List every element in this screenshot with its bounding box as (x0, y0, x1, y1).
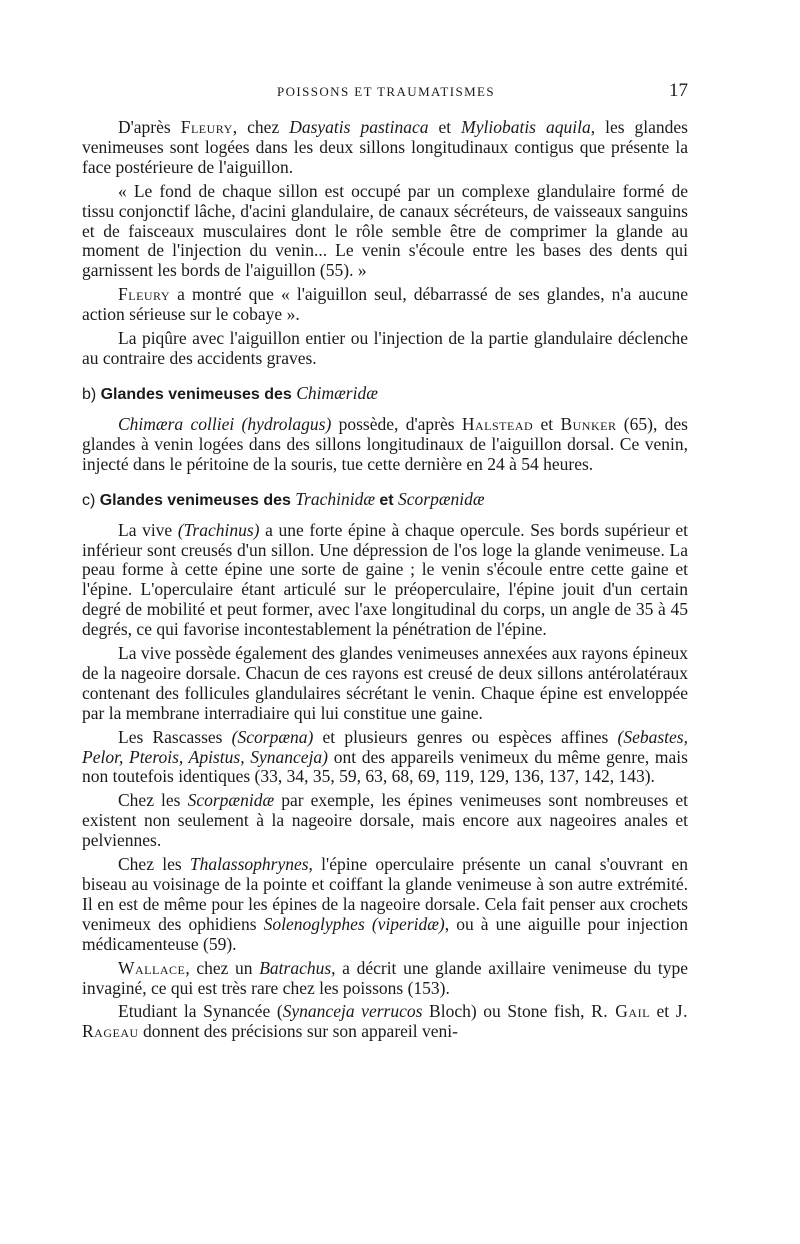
section-heading-c: c) Glandes venimeuses des Trachinidæ et Scorpænidæ (82, 488, 485, 509)
author-name: Bunker (560, 413, 617, 434)
paragraph-7: La vive possède également des glandes venimeuses annexées aux rayons épineux de la nageoire dorsale. Chacun de ces rayons est creusé de deux sillons antérolatéraux contenant des follicules glandulaires sécrétant le venin. Chaque épine est enveloppée par la membrane interradiaire qui lui constitue une gaine. (82, 643, 688, 723)
page-number: 17 (669, 80, 688, 101)
section-heading-b: b) Glandes venimeuses des Chimæridæ (82, 382, 378, 403)
species-name: (Trachinus) (177, 519, 260, 540)
body-text (82, 118, 688, 1046)
paragraph-12: Etudiant la Synancée (Synanceja verrucos Bloch) ou Stone fish, R. Gail et J. Rageau donnent des précisions sur son appareil veni- (82, 1001, 688, 1042)
paragraph-8: Les Rascasses (Scorpæna) et plusieurs genres ou espèces affines (Sebastes, Pelor, Pterois, Apistus, Synanceja) ont des appareils venimeux du même genre, mais non toutefois identiques (33, 34, 35, 59, 63, 68, 69, 119, 129, 136, 137, 142, 143). (82, 726, 688, 787)
species-name: (Sebastes, Pelor, Pterois, Apistus, Synanceja) (82, 726, 688, 767)
paragraph-9: Chez les Scorpænidæ par exemple, les épines venimeuses sont nombreuses et existent non seulement à la nageoire dorsale, mais encore aux nageoires anales et pelviennes. (82, 790, 688, 851)
species-name: Dasyatis pastinaca (289, 117, 429, 137)
paragraph-11: Wallace, chez un Batrachus, a décrit une glande axillaire venimeuse du type invaginé, ce qui est très rare chez les poissons (153). (82, 957, 688, 998)
species-name: Chimæra colliei (hydrolagus) (118, 413, 332, 434)
author-name: Fleury (180, 117, 233, 137)
author-name: Fleury (118, 284, 171, 305)
paragraph-4: La piqûre avec l'aiguillon entier ou l'injection de la partie glandulaire déclenche au contraire des accidents graves. (82, 328, 688, 368)
species-name: Batrachus (259, 957, 332, 978)
running-title: POISSONS ET TRAUMATISMES (276, 84, 496, 99)
species-name: (Scorpæna) (231, 726, 314, 747)
species-name: Synanceja verrucos (282, 1001, 423, 1022)
species-name: Solenoglyphes (viperidæ) (263, 913, 445, 934)
paragraph-2-quote: « Le fond de chaque sillon est occupé par un complexe glandulaire formé de tissu conjonctif lâche, d'acini glandulaire, de canaux sécréteurs, de vaisseaux sanguins et de faisceaux musculaires dont le rôle semble être de comprimer la glande au moment de l'injection du venin... Le venin s'écoule entre les bases des dents qui garnissent les bords de l'aiguillon (55). » (82, 180, 688, 281)
paragraph-3: Fleury a montré que « l'aiguillon seul, débarrassé de ses glandes, n'a aucune action sérieuse sur le cobaye ». (82, 284, 688, 325)
paragraph-10: Chez les Thalassophrynes, l'épine operculaire présente un canal s'ouvrant en biseau au voisinage de la pointe et coiffant la glande venimeuse à son autre extrémité. Il en est de même pour les épines de la nageoire dorsale. Cela fait penser aux crochets venimeux des ophidiens Solenoglyphes (viperidæ), ou à une aiguille pour injection médicamenteuse (59). (82, 854, 689, 954)
author-name: J. Rageau (82, 1001, 688, 1042)
paragraph-1: D'après Fleury, chez Dasyatis pastinaca et Myliobatis aquila, les glandes venimeuses sont logées dans les deux sillons longitudinaux contigus que présente la face postérieure de l'aiguillon. (82, 117, 688, 177)
author-name: R. Gail (591, 1001, 650, 1022)
paragraph-5: Chimæra colliei (hydrolagus) possède, d'après Halstead et Bunker (65), des glandes à venin logées dans des sillons longitudinaux de l'aiguillon dorsal. Ce venin, injecté dans le péritoine de la souris, tue cette dernière en 24 à 54 heures. (82, 413, 688, 474)
species-name: Thalassophrynes (189, 854, 309, 875)
running-header (84, 80, 688, 102)
author-name: Wallace (118, 957, 186, 978)
species-name: Myliobatis aquila (461, 117, 591, 137)
species-name: Scorpænidæ (187, 790, 275, 811)
author-name: Halstead (461, 413, 534, 434)
paragraph-6: La vive (Trachinus) a une forte épine à chaque opercule. Ses bords supérieur et inférieur sont creusés d'un sillon. Une dépression de l'os loge la glande venimeuse. La peau forme à cette épine une sorte de gaine ; le venin s'écoule entre cette gaine et l'épine. L'operculaire étant articulé sur le préoperculaire, l'épine jouit d'un certain degré de mobilité et peut former, avec l'axe longitudinal du corps, un angle de 35 à 45 degrés, ce qui favorise incontestablement la pénétration de l'épine. (82, 519, 689, 640)
